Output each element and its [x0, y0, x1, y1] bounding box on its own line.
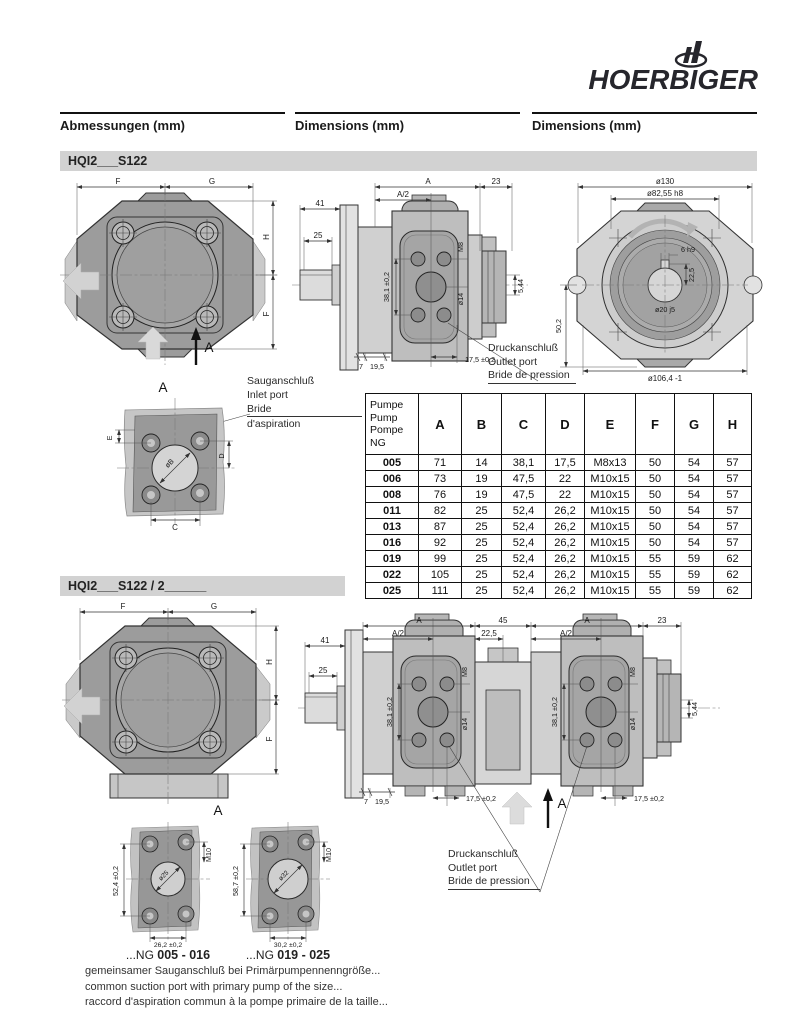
dimensions-table [365, 393, 752, 599]
column-header-de: Abmessungen (mm) [60, 112, 285, 133]
col-h: H [714, 394, 752, 455]
inlet-port-label: Sauganschluß Inlet port Bride d'aspiration [247, 374, 362, 431]
shaft [305, 693, 340, 723]
table-cell: 19 [462, 471, 502, 487]
view-a-arrow-label: A [557, 796, 567, 811]
table-cell: 54 [675, 471, 714, 487]
table-cell: 26,2 [546, 583, 585, 599]
footer-de: gemeinsamer Sauganschluß bei Primärpumpennenngröße... [85, 965, 381, 977]
table-cell: 50 [636, 487, 675, 503]
dim-h-right: H [265, 659, 274, 665]
cell-ng: 013 [366, 519, 419, 535]
table-cell: 26,2 [546, 567, 585, 583]
dim-b: øB [162, 456, 176, 470]
table-row [366, 503, 752, 519]
dim-d: D [217, 453, 226, 459]
front-view-2 [62, 602, 282, 804]
table-cell: 54 [675, 487, 714, 503]
col-c: C [502, 394, 546, 455]
section-title-hqi2-s122-2: HQI2___S122 / 2______ [60, 576, 345, 596]
dim-f-top: F [115, 177, 121, 186]
table-cell: 38,1 [502, 455, 546, 471]
table-cell: 25 [462, 519, 502, 535]
dim-m8: M8 [456, 242, 465, 252]
table-cell: 55 [636, 551, 675, 567]
table-cell: 92 [419, 535, 462, 551]
table-cell: 17,5 [546, 455, 585, 471]
dim-381-2: 38,1 ±0,2 [550, 697, 559, 727]
dim-381-1: 38,1 ±0,2 [385, 697, 394, 727]
table-cell: 26,2 [546, 535, 585, 551]
dim-f-right: F [265, 736, 274, 742]
table-cell: 25 [462, 535, 502, 551]
table-cell: 57 [714, 487, 752, 503]
table-cell: 62 [714, 583, 752, 599]
table-cell: 50 [636, 519, 675, 535]
table-cell: 62 [714, 551, 752, 567]
cell-ng: 016 [366, 535, 419, 551]
flange-caption-large: ...NG 019 - 025 [245, 948, 331, 962]
dim-g-top: G [208, 177, 216, 186]
table-header-row [366, 394, 752, 455]
front-view [60, 177, 278, 365]
brand-name: HOERBIGER [588, 64, 758, 95]
table-cell: 76 [419, 487, 462, 503]
view-a-title-2: A [213, 803, 223, 818]
table-cell: 19 [462, 487, 502, 503]
dim-524: 52,4 ±0,2 [111, 866, 120, 896]
table-cell: 52,4 [502, 503, 546, 519]
table-cell: 71 [419, 455, 462, 471]
table-cell: 62 [714, 567, 752, 583]
table-cell: 57 [714, 471, 752, 487]
table-cell: 50 [636, 471, 675, 487]
table-cell: 52,4 [502, 535, 546, 551]
dim-25: 25 [313, 231, 323, 240]
col-g: G [675, 394, 714, 455]
dim-225: 22,5 [481, 629, 497, 638]
section-title-hqi2-s122: HQI2___S122 [60, 151, 757, 171]
dim-m8-2: M8 [628, 667, 637, 677]
dim-a2: A [584, 616, 590, 625]
dim-6h9: 6 h9 [681, 245, 695, 254]
dim-m8-1: M8 [460, 667, 469, 677]
dim-195: 19,5 [370, 362, 384, 371]
cell-ng: 006 [366, 471, 419, 487]
footer-en: common suction port with primary pump of the size... [85, 980, 343, 993]
cell-ng: 022 [366, 567, 419, 583]
table-cell: 25 [462, 583, 502, 599]
table-cell: 52,4 [502, 583, 546, 599]
table-cell: 26,2 [546, 503, 585, 519]
dim-302: 30,2 ±0,2 [273, 942, 303, 949]
table-cell: 54 [675, 503, 714, 519]
table-cell: 57 [714, 503, 752, 519]
table-cell: 57 [714, 455, 752, 471]
rear-view [554, 177, 762, 383]
table-cell: 54 [675, 519, 714, 535]
dim-g-top: G [210, 602, 218, 611]
dim-dia32: ø32 [277, 869, 291, 883]
col-d: D [546, 394, 585, 455]
table-cell: 14 [462, 455, 502, 471]
table-row [366, 487, 752, 503]
dim-14-2: ø14 [628, 717, 637, 731]
cell-ng: 011 [366, 503, 419, 519]
cell-ng: 005 [366, 455, 419, 471]
column-header-fr: Dimensions (mm) [532, 112, 757, 133]
col-e: E [585, 394, 636, 455]
view-a-arrow-label: A [204, 340, 214, 355]
table-cell: M10x15 [585, 583, 636, 599]
table-cell: 59 [675, 551, 714, 567]
dim-f-top: F [120, 602, 126, 611]
table-cell: M8x13 [585, 455, 636, 471]
dim-45: 45 [498, 616, 508, 625]
col-b: B [462, 394, 502, 455]
table-cell: 22 [546, 487, 585, 503]
table-cell: 25 [462, 503, 502, 519]
dim-587: 58,7 ±0,2 [231, 866, 240, 896]
flange-caption-small: ...NG 005 - 016 [125, 948, 211, 962]
dim-m10-1: M10 [204, 848, 213, 862]
table-row [366, 567, 752, 583]
dim-c: C [172, 523, 178, 532]
dim-175-2: 17,5 ±0,2 [634, 794, 664, 803]
table-cell: 105 [419, 567, 462, 583]
dim-130: ø130 [655, 177, 675, 186]
dim-20j5: ø20 j5 [655, 305, 675, 314]
dim-a: A [425, 177, 431, 186]
dim-7: 7 [364, 797, 368, 806]
outlet-port-label: Druckanschluß Outlet port Bride de pression [488, 342, 576, 384]
table-cell: 47,5 [502, 487, 546, 503]
table-cell: 25 [462, 551, 502, 567]
dim-175-1: 17,5 ±0,2 [466, 794, 496, 803]
dim-f-right: F [262, 311, 271, 317]
dim-h-right: H [262, 234, 271, 240]
cell-ng: 008 [366, 487, 419, 503]
flange-detail-views [110, 798, 360, 950]
dim-1064: ø106,4 -1 [647, 374, 683, 383]
flange-view-large [231, 822, 333, 949]
dim-a1-2: A/2 [391, 629, 405, 638]
table-row [366, 471, 752, 487]
dim-m10-2: M10 [324, 848, 333, 862]
table-cell: 111 [419, 583, 462, 599]
col-a: A [419, 394, 462, 455]
cell-ng: 019 [366, 551, 419, 567]
table-cell: 59 [675, 583, 714, 599]
table-corner-cell: Pumpe Pump Pompe NG [366, 394, 419, 455]
table-cell: 57 [714, 535, 752, 551]
table-cell: 73 [419, 471, 462, 487]
dim-a2: A/2 [396, 190, 410, 199]
dim-7: 7 [359, 362, 363, 371]
footer-fr: raccord d'aspiration commun à la pompe primaire de la taille... [85, 996, 388, 1008]
table-cell: M10x15 [585, 535, 636, 551]
column-header-en: Dimensions (mm) [295, 112, 520, 133]
table-cell: 52,4 [502, 567, 546, 583]
table-row [366, 535, 752, 551]
dim-14-1: ø14 [460, 717, 469, 731]
table-cell: M10x15 [585, 471, 636, 487]
mounting-foot [110, 774, 228, 798]
mounting-plate [340, 205, 358, 370]
hoerbiger-logo-icon [668, 34, 714, 68]
dim-dia25: ø25 [157, 869, 171, 883]
footer-note [85, 964, 388, 1011]
dim-381: 38,1 ±0,2 [382, 272, 391, 302]
dim-a1: A [416, 616, 422, 625]
table-cell: M10x15 [585, 519, 636, 535]
table-cell: M10x15 [585, 487, 636, 503]
table-cell: 82 [419, 503, 462, 519]
table-cell: 22 [546, 471, 585, 487]
table-cell: 26,2 [546, 519, 585, 535]
dim-175: 17,5 ±0,2 [465, 355, 495, 364]
table-cell: 50 [636, 503, 675, 519]
table-row [366, 551, 752, 567]
dim-e: E [105, 435, 114, 441]
table-cell: M10x15 [585, 567, 636, 583]
table-cell: 52,4 [502, 519, 546, 535]
table-cell: 25 [462, 567, 502, 583]
dim-544: 5,44 [516, 279, 525, 293]
dim-25: 25 [318, 666, 328, 675]
table-cell: 99 [419, 551, 462, 567]
table-row [366, 519, 752, 535]
dim-23: 23 [657, 616, 667, 625]
table-cell: 50 [636, 455, 675, 471]
table-row [366, 455, 752, 471]
table-cell: 59 [675, 567, 714, 583]
shaft [300, 270, 336, 300]
dim-a2-2: A/2 [559, 629, 573, 638]
table-cell: 52,4 [502, 551, 546, 567]
table-cell: 87 [419, 519, 462, 535]
view-a-arrow [543, 788, 553, 828]
table-cell: M10x15 [585, 503, 636, 519]
dim-41: 41 [315, 199, 325, 208]
dim-502: 50,2 [554, 319, 563, 333]
dim-23: 23 [491, 177, 501, 186]
cell-ng: 025 [366, 583, 419, 599]
dim-262: 26,2 ±0,2 [153, 942, 183, 949]
dim-195: 19,5 [375, 797, 389, 806]
mounting-plate [345, 630, 363, 798]
col-f: F [636, 394, 675, 455]
dim-544: 5,44 [690, 702, 699, 716]
dim-41: 41 [320, 636, 330, 645]
table-cell: 55 [636, 583, 675, 599]
table-cell: 55 [636, 567, 675, 583]
table-cell: 47,5 [502, 471, 546, 487]
suction-gray-arrow [502, 792, 532, 824]
table-cell: 50 [636, 535, 675, 551]
table-cell: 54 [675, 455, 714, 471]
table-cell: M10x15 [585, 551, 636, 567]
dim-14: ø14 [456, 292, 465, 306]
flange-view-small [111, 822, 213, 949]
table-cell: 26,2 [546, 551, 585, 567]
dim-8255: ø82,55 h8 [646, 189, 684, 198]
table-cell: 57 [714, 519, 752, 535]
inlet-view-drawing [95, 376, 265, 532]
table-cell: 54 [675, 535, 714, 551]
single-pump-drawings [60, 175, 760, 383]
dim-225: 22,5 [687, 268, 696, 282]
outlet-port-label-2: Druckanschluß Outlet port Bride de pression [448, 848, 540, 890]
view-a-title: A [158, 380, 168, 395]
